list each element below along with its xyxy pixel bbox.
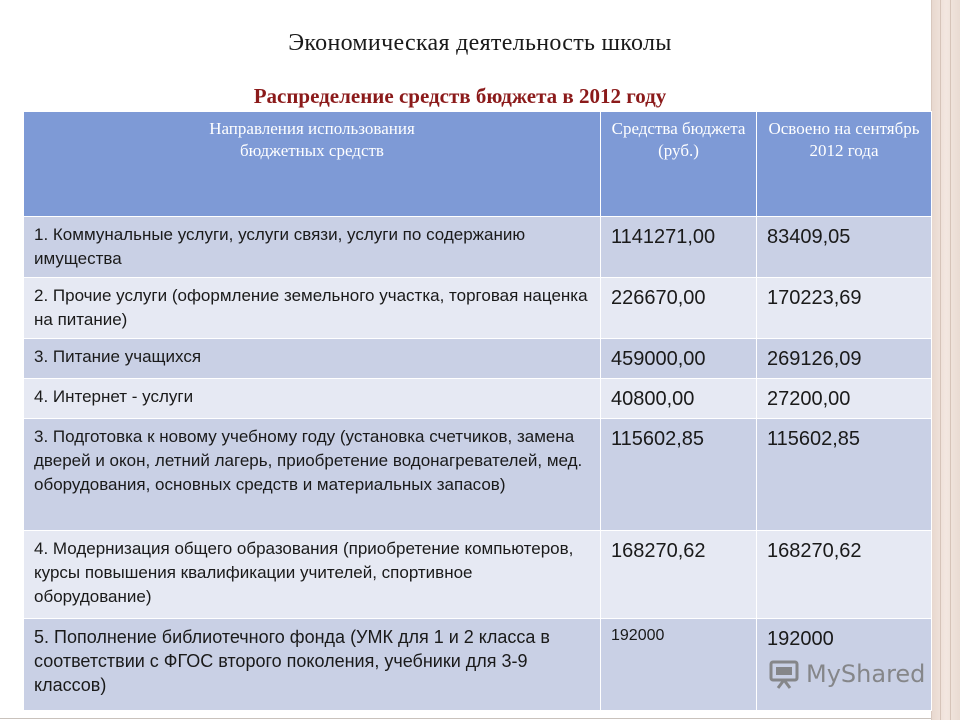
presentation-screen-icon: [768, 658, 800, 690]
row-budget: 192000: [601, 619, 757, 711]
header-budget: Средства бюджета (руб.): [601, 112, 757, 217]
watermark-text: MyShared: [806, 660, 926, 688]
header-spent: Освоено на сентябрь 2012 года: [757, 112, 932, 217]
watermark: [768, 656, 925, 692]
table-row: [24, 379, 932, 419]
slide-subtitle: Распределение средств бюджета в 2012 году: [253, 84, 667, 108]
row-spent: 269126,09: [757, 339, 932, 379]
row-spent: 83409,05: [757, 217, 932, 278]
slide-title: Экономическая деятельность школы: [288, 30, 672, 56]
table-row: [24, 339, 932, 379]
row-budget: 40800,00: [601, 379, 757, 419]
table-row: [24, 278, 932, 339]
row-description: 5. Пополнение библиотечного фонда (УМК для 1 и 2 класса в соответствии с ФГОС второго поколения, учебники для 3-9 классов): [24, 619, 601, 711]
table-header-row: [24, 112, 932, 217]
table-row: [24, 531, 932, 619]
row-spent: 192000: [757, 619, 932, 711]
row-description: 3. Питание учащихся: [24, 339, 601, 379]
row-spent: 27200,00: [757, 379, 932, 419]
row-spent: 115602,85: [757, 419, 932, 531]
header-directions: Направления использования бюджетных средств: [24, 112, 601, 217]
row-description: 4. Интернет - услуги: [24, 379, 601, 419]
decorative-side-strip: [931, 0, 960, 720]
row-description: 1. Коммунальные услуги, услуги связи, услуги по содержанию имущества: [24, 217, 601, 278]
row-budget: 459000,00: [601, 339, 757, 379]
row-budget: 168270,62: [601, 531, 757, 619]
row-description: 2. Прочие услуги (оформление земельного участка, торговая наценка на питание): [24, 278, 601, 339]
budget-table: [23, 111, 932, 711]
row-description: 3. Подготовка к новому учебному году (установка счетчиков, замена дверей и окон, летний лагерь, приобретение водонагревателей, мед. оборудования, основных средств и материальных запасов): [24, 419, 601, 531]
table-row: [24, 217, 932, 278]
table-row: [24, 419, 932, 531]
row-budget: 1141271,00: [601, 217, 757, 278]
row-description: 4. Модернизация общего образования (приобретение компьютеров, курсы повышения квалификации учителей, спортивное оборудование): [24, 531, 601, 619]
row-budget: 226670,00: [601, 278, 757, 339]
row-spent: 168270,62: [757, 531, 932, 619]
row-budget: 115602,85: [601, 419, 757, 531]
row-spent: 170223,69: [757, 278, 932, 339]
